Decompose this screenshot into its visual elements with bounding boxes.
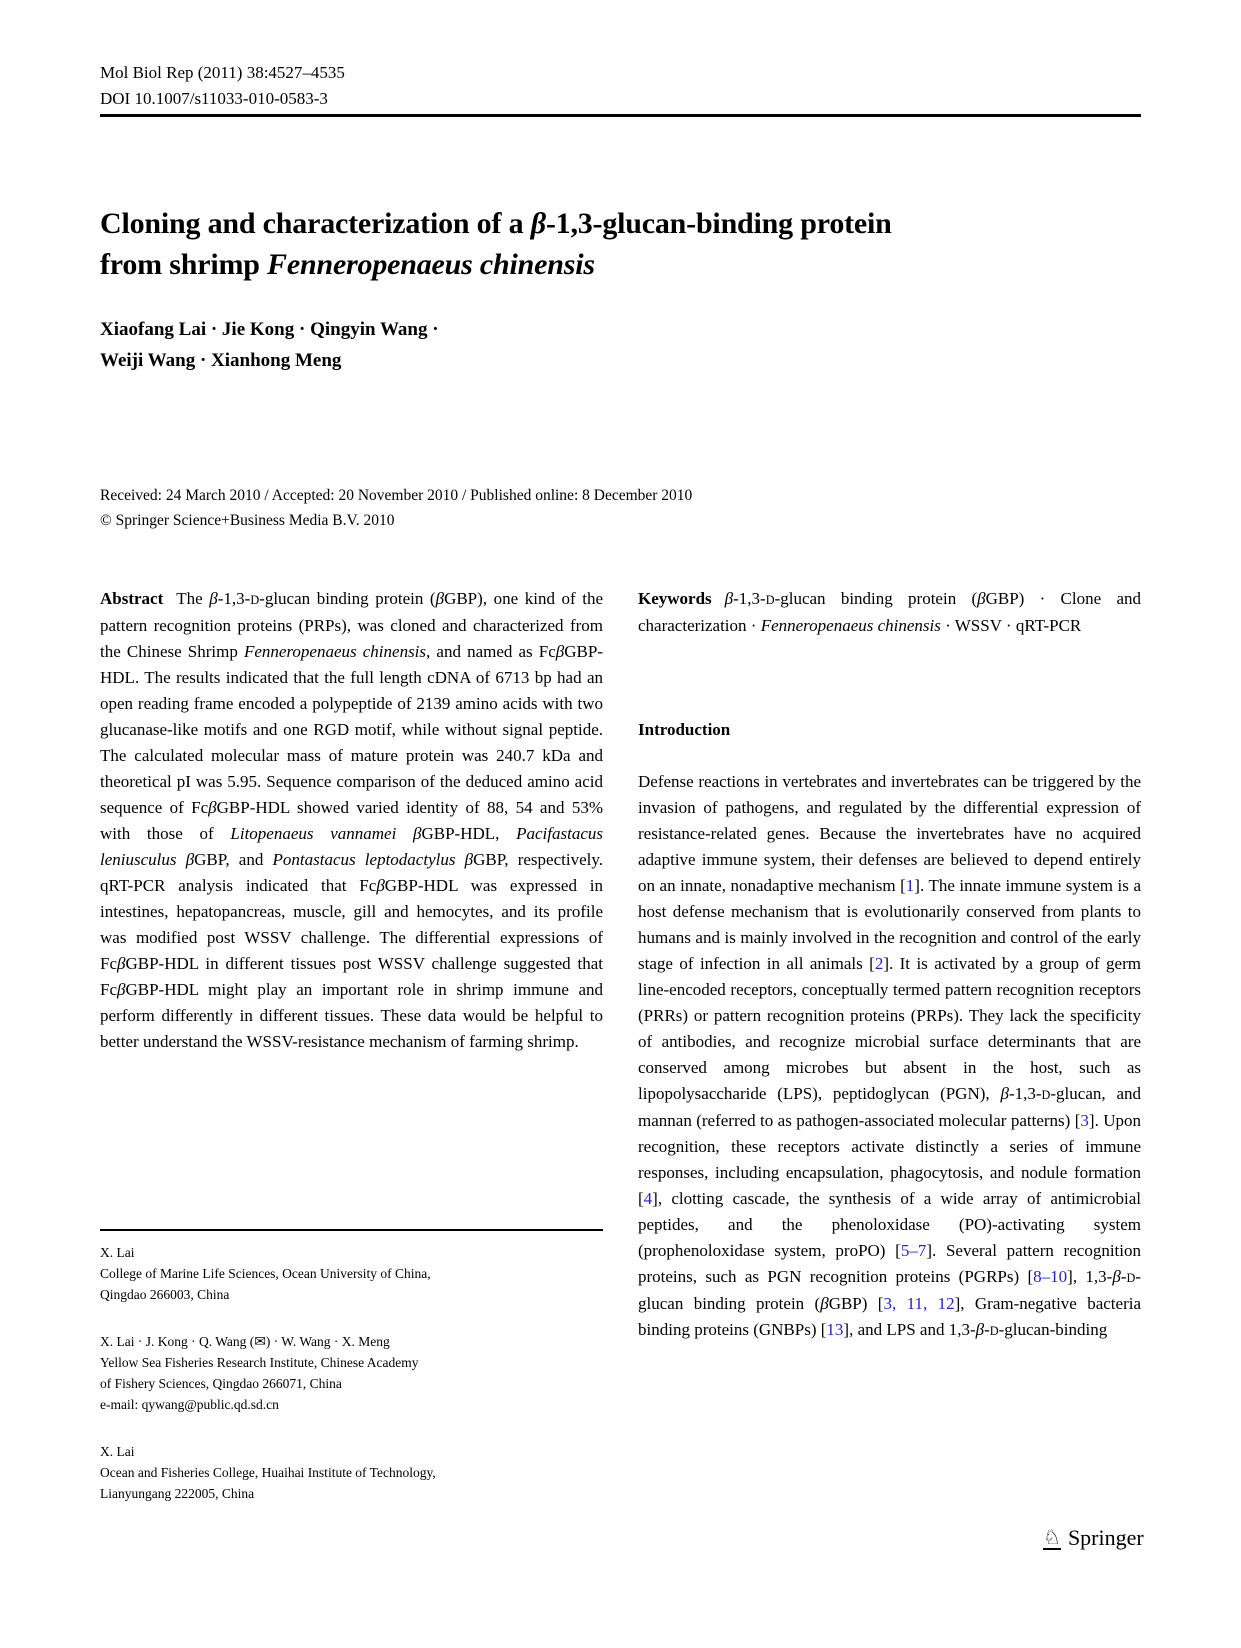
text-segment: , and named as Fc	[426, 642, 556, 661]
text-segment: β	[1112, 1267, 1121, 1286]
citation-link[interactable]: 3, 11, 12	[883, 1294, 955, 1313]
right-column	[638, 586, 1141, 1344]
text-segment: β	[977, 589, 986, 608]
citation-link[interactable]: 8–10	[1033, 1267, 1068, 1286]
text-segment: -1,3-	[733, 589, 766, 608]
text-segment: β	[209, 589, 218, 608]
copyright-line: © Springer Science+Business Media B.V. 2010	[100, 512, 395, 529]
left-column	[100, 586, 603, 1055]
citation-link[interactable]: 2	[874, 954, 884, 973]
text-segment: -1,3-	[1008, 1084, 1042, 1103]
text-segment: Pacifastacus leniusculus	[100, 824, 604, 869]
text-segment: β	[435, 589, 445, 608]
text-segment: β	[820, 1294, 829, 1313]
text-segment: GBP-HDL,	[421, 824, 517, 843]
affiliation-block-2	[100, 1331, 620, 1415]
text-segment: ]. Upon recognition, these receptors activate distinctly a series of immune responses, including encapsulation, phagocytosis, and nodule formation [	[638, 1111, 1141, 1208]
text-segment: ]. The innate immune system is a host defense mechanism that is evolutionarily conserved from plants to humans and is mainly involved in the recognition and control of the early stage of infection in all animals [	[638, 876, 1141, 973]
text-segment: Cloning and characterization of a	[100, 207, 531, 240]
article-title	[100, 203, 1141, 285]
author-list	[100, 314, 439, 376]
text-segment: Litopenaeus vannamei	[230, 824, 397, 843]
affiliation-line: Lianyungang 222005, China	[100, 1486, 255, 1501]
affiliation-email-line[interactable]: e-mail: qywang@public.qd.sd.cn	[100, 1397, 279, 1412]
affiliation-line: Qingdao 266003, China	[100, 1287, 230, 1302]
text-segment: Fenneropenaeus chinensis	[760, 616, 941, 635]
author-list-line-2: Weiji Wang · Xianhong Meng	[100, 350, 342, 371]
affiliation-block-3	[100, 1441, 620, 1504]
text-segment: Keywords	[638, 589, 712, 608]
text-segment: GBP-HDL. The results indicated that the full length cDNA of 6713 bp had an open reading frame encoded a polypeptide of 2139 amino acids with two glucanase-like motifs and one RGD motif, while without signal peptide. The calculated molecular mass of mature protein was 240.7 kDa and theoretical pI was 5.95. Sequence comparison of the deduced amino acid sequence of Fc	[100, 642, 603, 817]
keywords-paragraph	[638, 586, 1141, 639]
citation-link[interactable]: 4	[643, 1189, 653, 1208]
received-accepted-published-line: Received: 24 March 2010 / Accepted: 20 November 2010 / Published online: 8 December 2010	[100, 487, 693, 504]
affiliation-line: College of Marine Life Sciences, Ocean University of China,	[100, 1266, 431, 1281]
text-segment: Abstract	[100, 589, 164, 608]
text-segment: β	[413, 824, 422, 843]
citation-link[interactable]: 1	[905, 876, 915, 895]
text-segment: D	[250, 593, 260, 607]
text-segment: ], clotting cascade, the synthesis of a wide array of antimicrobial peptides, and the phenoloxidase (PO)-activating system (prophenoloxidase system, proPO) [	[638, 1189, 1141, 1260]
text-segment: β	[185, 850, 195, 869]
text-segment: -glucan-binding	[998, 1320, 1108, 1339]
text-segment: GBP, and	[194, 850, 273, 869]
affiliation-author-corresponding	[100, 1331, 620, 1352]
text-segment: GBP), one kind of the pattern recognition proteins (PRPs), was cloned and characterized from the Chinese Shrimp	[100, 589, 603, 661]
text-segment: -1,3-glucan-binding protein	[545, 207, 892, 240]
text-segment	[396, 824, 413, 843]
text-segment: GBP-HDL in different tissues post WSSV challenge suggested that Fc	[100, 954, 603, 999]
author-affiliations	[100, 1242, 620, 1530]
text-segment: Defense reactions in vertebrates and invertebrates can be triggered by the invasion of pathogens, and regulated by the differential expression of resistance-related genes. Because the invertebrates have no acquired adaptive immune system, their defenses are believed to depend entirely on an innate, nonadaptive mechanism [	[638, 772, 1141, 895]
publication-history	[100, 483, 692, 533]
footnote-divider	[100, 1229, 603, 1231]
text-segment: β	[117, 980, 126, 999]
text-segment: GBP) · Clone and characterization ·	[638, 589, 1141, 635]
text-segment: ], 1,3-	[1067, 1267, 1113, 1286]
citation-link[interactable]: 13	[826, 1320, 844, 1339]
text-segment: β	[975, 1320, 985, 1339]
introduction-paragraph	[638, 769, 1141, 1344]
text-segment: ], and LPS and 1,3-	[843, 1320, 976, 1339]
springer-logo	[1043, 1525, 1144, 1551]
envelope-icon: ✉	[254, 1334, 266, 1349]
text-segment: -	[984, 1320, 990, 1339]
text-segment: -glucan binding protein (	[774, 589, 978, 608]
abstract-paragraph	[100, 586, 603, 1055]
journal-citation-line: Mol Biol Rep (2011) 38:4527–4535	[100, 63, 345, 82]
text-segment: GBP) [	[828, 1294, 884, 1313]
text-segment: β	[208, 798, 217, 817]
affiliation-line: Yellow Sea Fisheries Research Institute, Chinese Academy	[100, 1355, 419, 1370]
text-segment: -glucan binding protein (	[638, 1267, 1141, 1313]
text-segment: ) · W. Wang · X. Meng	[265, 1334, 390, 1349]
text-segment: GBP-HDL showed varied identity of 88, 54 and 53% with those of	[100, 798, 603, 843]
text-segment: GBP-HDL was expressed in intestines, hepatopancreas, muscle, gill and hemocytes, and its profile was modified post WSSV challenge. The differential expressions of Fc	[100, 876, 603, 973]
text-segment: D	[765, 593, 775, 607]
text-segment: ]. It is activated by a group of germ line-encoded receptors, conceptually termed pattern recognition receptors (PRRs) or pattern recognition proteins (PRPs). They lack the specificity of antibodies, and recognize microbial surface determinants that are conserved among microbes but absent in the host, such as lipopolysaccharide (LPS), peptidoglycan (PGN),	[638, 954, 1141, 1103]
text-segment: β	[724, 589, 734, 608]
text-segment: Fenneropenaeus chinensis	[243, 642, 427, 661]
text-segment: The	[176, 589, 210, 608]
text-segment: Pontastacus leptodactylus	[272, 850, 456, 869]
text-segment: β	[1000, 1084, 1009, 1103]
text-segment: X. Lai · J. Kong · Q. Wang (	[100, 1334, 255, 1349]
text-segment: β	[376, 876, 385, 895]
article-title-line-2	[100, 244, 1141, 285]
text-segment: D	[1041, 1088, 1051, 1102]
text-segment	[177, 850, 186, 869]
text-segment: GBP, respectively. qRT-PCR analysis indicated that Fc	[100, 850, 604, 895]
springer-horse-icon: ♘	[1043, 1524, 1061, 1549]
affiliation-author: X. Lai	[100, 1245, 135, 1260]
text-segment: Fenneropenaeus chinensis	[267, 248, 595, 281]
affiliation-line: of Fishery Sciences, Qingdao 266071, China	[100, 1376, 342, 1391]
header-divider	[100, 114, 1141, 117]
text-segment: from shrimp	[100, 248, 268, 281]
affiliation-block-1	[100, 1242, 620, 1305]
text-segment: -glucan binding protein (	[259, 589, 436, 608]
text-segment	[455, 850, 464, 869]
text-segment: β	[530, 207, 546, 240]
article-title-line-1	[100, 203, 1141, 244]
text-segment: -1,3-	[217, 589, 251, 608]
text-segment: D	[1126, 1271, 1136, 1285]
author-list-line-1: Xiaofang Lai · Jie Kong · Qingyin Wang ·	[100, 319, 439, 340]
text-segment: β	[555, 642, 565, 661]
text-segment: D	[989, 1324, 999, 1338]
section-heading-introduction: Introduction	[638, 720, 731, 739]
citation-link[interactable]: 5–7	[900, 1241, 927, 1260]
text-segment: β	[464, 850, 474, 869]
affiliation-author: X. Lai	[100, 1444, 135, 1459]
text-segment: -glucan, and mannan (referred to as pathogen-associated molecular patterns) [	[638, 1084, 1141, 1130]
doi-line: DOI 10.1007/s11033-010-0583-3	[100, 89, 328, 108]
text-segment: ]. Several pattern recognition proteins, such as PGN recognition proteins (PGRPs) [	[638, 1241, 1141, 1286]
text-segment: GBP-HDL might play an important role in shrimp immune and perform differently in different tissues. These data would be helpful to better understand the WSSV-resistance mechanism of farming shrimp.	[100, 980, 603, 1051]
citation-link[interactable]: 3	[1080, 1111, 1089, 1130]
text-segment: β	[117, 954, 126, 973]
text-segment: -	[1120, 1267, 1127, 1286]
affiliation-line: Ocean and Fisheries College, Huaihai Institute of Technology,	[100, 1465, 436, 1480]
text-segment: · WSSV · qRT-PCR	[940, 616, 1082, 635]
journal-header	[100, 60, 345, 112]
springer-wordmark: Springer	[1067, 1525, 1144, 1550]
text-segment: ], Gram-negative bacteria binding proteins (GNBPs) [	[638, 1294, 1141, 1339]
